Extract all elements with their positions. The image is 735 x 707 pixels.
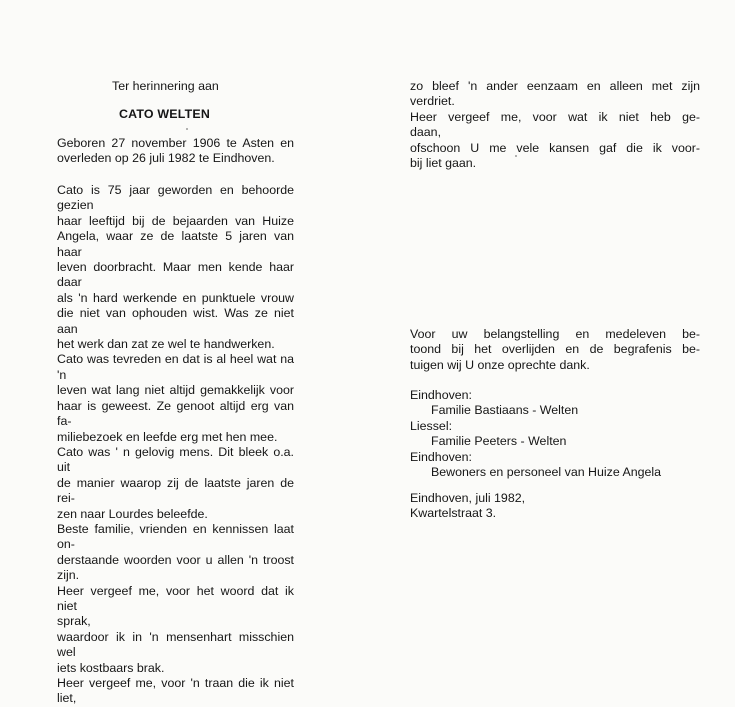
text-line: haar leeftijd bij de bejaarden van Huize <box>57 213 294 228</box>
birth-death-paragraph <box>57 136 294 167</box>
text-line: daan, <box>410 125 442 140</box>
text-line: miliebezoek en leefde erg met hen mee. <box>57 429 278 444</box>
text-line: haar is geweest. Ze genoot altijd erg van fa- <box>57 398 294 429</box>
text-line: Heer vergeef me, voor het woord dat ik niet <box>57 583 294 613</box>
text-line: zo bleef 'n ander eenzaam en alleen met zijn <box>410 79 700 93</box>
prayer-continuation <box>410 79 700 171</box>
text-line: Voor uw belangstelling en medeleven be- <box>410 327 700 341</box>
intro-text: Ter herinnering aan <box>112 79 219 93</box>
text-line: sprak, <box>57 614 91 629</box>
print-speck <box>186 128 188 130</box>
signatories-list <box>410 388 700 480</box>
place-date: Eindhoven, juli 1982, <box>410 491 526 505</box>
signatory-family: Familie Peeters - Welten <box>431 434 567 449</box>
text-line: zen naar Lourdes beleefde. <box>57 506 208 521</box>
text-line: leven wat lang niet altijd gemakkelijk voor <box>57 383 294 398</box>
signatory-place: Eindhoven: <box>410 388 473 402</box>
text-line: waardoor ik in 'n mensenhart misschien wel <box>57 629 294 660</box>
street-address: Kwartelstraat 3. <box>410 506 497 521</box>
place-and-address <box>410 491 700 522</box>
text-line: het werk dan zat ze wel te handwerken. <box>57 337 275 352</box>
text-line: derstaande woorden voor u allen 'n troost <box>57 552 294 567</box>
signatory-family: Bewoners en personeel van Huize Angela <box>431 465 662 480</box>
text-line: die niet van ophouden wist. Was ze niet aan <box>57 306 294 336</box>
text-line: liet, <box>57 691 77 706</box>
text-line: Angela, waar ze de laatste 5 jaren van haar <box>57 229 294 259</box>
deceased-name: CATO WELTEN <box>119 107 210 121</box>
text-line: toond bij het overlijden en de begrafenis be- <box>410 342 700 357</box>
biography-text <box>57 183 294 707</box>
text-line: Cato was tevreden en dat is al heel wat na 'n <box>57 352 294 382</box>
signatory-place: Eindhoven: <box>410 449 473 464</box>
text-line: Heer vergeef me, voor wat ik niet heb ge- <box>410 109 700 124</box>
text-line: overleden op 26 juli 1982 te Eindhoven. <box>57 151 275 166</box>
print-speck <box>515 155 517 157</box>
text-line: leven doorbracht. Maar men kende haar daar <box>57 260 294 290</box>
text-line: Heer vergeef me, voor 'n traan die ik niet <box>57 676 294 690</box>
text-line: bij liet gaan. <box>410 156 477 171</box>
text-line: tuigen wij U onze oprechte dank. <box>410 357 590 372</box>
text-line: Cato was ' n gelovig mens. Dit bleek o.a. uit <box>57 444 294 475</box>
text-line: ofschoon U me vele kansen gaf die ik voor- <box>410 140 700 155</box>
signatory-place: Liessel: <box>410 418 453 433</box>
text-line: zijn. <box>57 568 80 583</box>
text-line: verdriet. <box>410 94 455 109</box>
thanks-paragraph <box>410 327 700 373</box>
text-line: Geboren 27 november 1906 te Asten en <box>57 136 294 150</box>
text-line: de manier waarop zij de laatste jaren de rei- <box>57 475 294 506</box>
text-line: iets kostbaars brak. <box>57 660 165 675</box>
text-line: als 'n hard werkende en punktuele vrouw <box>57 290 294 305</box>
signatory-family: Familie Bastiaans - Welten <box>431 403 579 418</box>
text-line: Cato is 75 jaar geworden en behoorde gezien <box>57 183 294 213</box>
text-line: Beste familie, vrienden en kennissen laat on- <box>57 521 294 552</box>
